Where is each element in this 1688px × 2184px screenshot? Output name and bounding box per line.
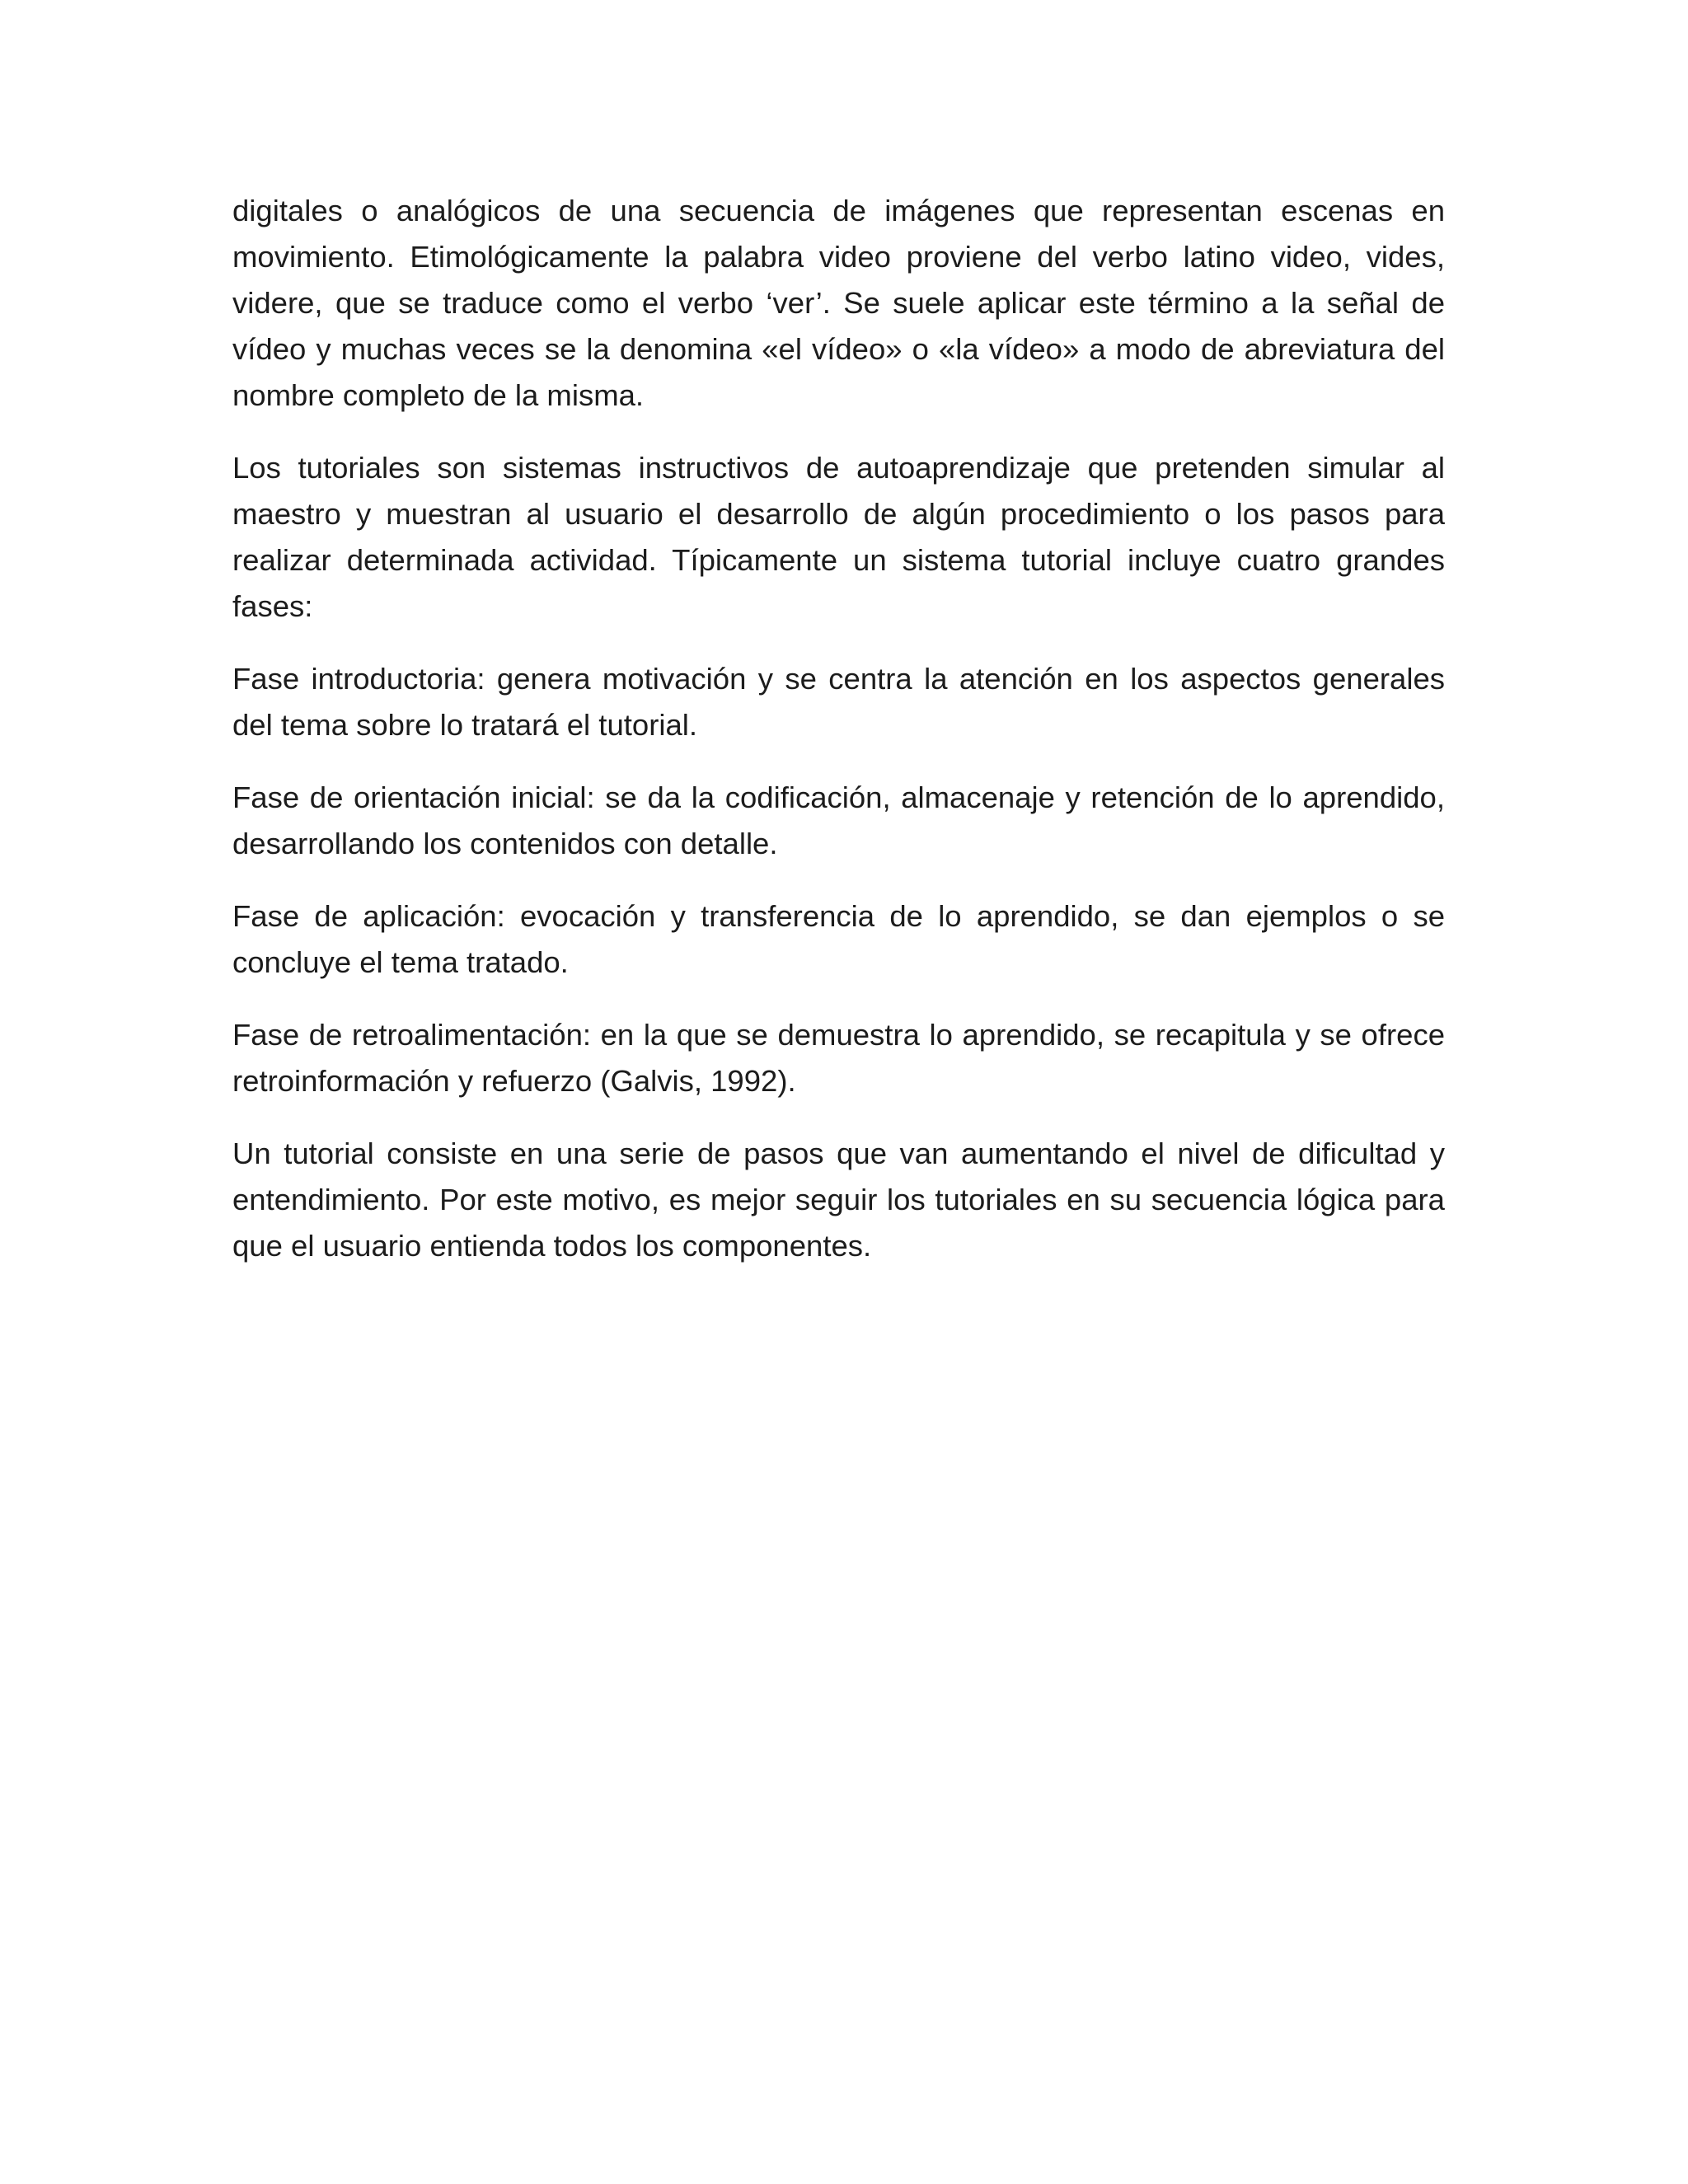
paragraph-video-definition: digitales o analógicos de una secuencia de imágenes que representan escenas en movimiento. Etimológicamente la palabra video proviene del verbo latino video, vides, videre, que se traduce como el verbo ‘ver’. Se suele aplicar este término a la señal de vídeo y muchas veces se la denomina «el vídeo» o «la vídeo» a modo de abreviatura del nombre completo de la misma. bbox=[232, 194, 1445, 412]
paragraph-phase-introductory: Fase introductoria: genera motivación y se centra la atención en los aspectos generales del tema sobre lo tratará el tutorial. bbox=[232, 662, 1445, 742]
paragraph-phase-orientation: Fase de orientación inicial: se da la codificación, almacenaje y retención de lo aprendido, desarrollando los contenidos con detalle. bbox=[232, 780, 1445, 860]
paragraph-phase-application: Fase de aplicación: evocación y transferencia de lo aprendido, se dan ejemplos o se concluye el tema tratado. bbox=[232, 899, 1445, 979]
paragraph-tutorial-steps: Un tutorial consiste en una serie de pasos que van aumentando el nivel de dificultad y entendimiento. Por este motivo, es mejor seguir los tutoriales en su secuencia lógica para que el usuario entienda todos los componentes. bbox=[232, 1137, 1445, 1263]
document-body bbox=[232, 188, 1445, 1296]
paragraph-tutorials-definition: Los tutoriales son sistemas instructivos de autoaprendizaje que pretenden simular al maestro y muestran al usuario el desarrollo de algún procedimiento o los pasos para realizar determinada actividad. Típicamente un sistema tutorial incluye cuatro grandes fases: bbox=[232, 451, 1445, 623]
paragraph-phase-feedback: Fase de retroalimentación: en la que se demuestra lo aprendido, se recapitula y se ofrece retroinformación y refuerzo (Galvis, 1992). bbox=[232, 1018, 1445, 1098]
